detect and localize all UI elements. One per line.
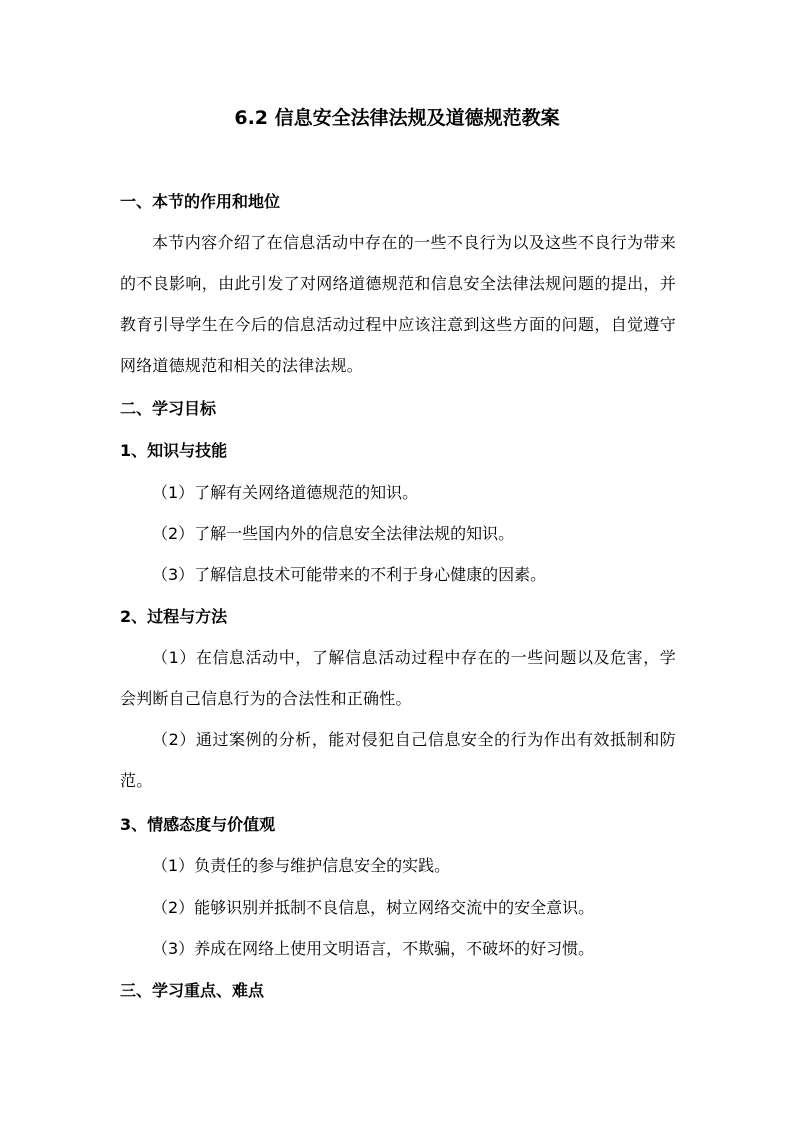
list-item: （2）了解一些国内外的信息安全法律法规的知识。	[152, 524, 515, 543]
list-item: （3）养成在网络上使用文明语言，不欺骗，不破坏的好习惯。	[152, 939, 595, 958]
section-heading-key-points: 三、学习重点、难点	[120, 981, 265, 1000]
section-paragraph-role: 本节内容介绍了在信息活动中存在的一些不良行为以及这些不良行为带来的不良影响，由此引发了对网络道德规范和信息安全法律法规问题的提出，并教育引导学生在今后的信息活动过程中应该注意到这些方面的问题，自觉遵守网络道德规范和相关的法律法规。	[120, 233, 676, 375]
document-title: 6.2 信息安全法律法规及道德规范教案	[234, 107, 560, 129]
section-heading-role: 一、本节的作用和地位	[120, 192, 281, 211]
list-item: （1）负责任的参与维护信息安全的实践。	[152, 856, 451, 875]
list-item: （2）能够识别并抵制不良信息，树立网络交流中的安全意识。	[152, 898, 595, 917]
list-item: （1）了解有关网络道德规范的知识。	[152, 483, 419, 502]
subsection-heading-knowledge: 1、知识与技能	[120, 441, 228, 460]
paragraph-item: （2）通过案例的分析，能对侵犯自己信息安全的行为作出有效抵制和防范。	[120, 730, 676, 790]
list-item: （3）了解信息技术可能带来的不利于身心健康的因素。	[152, 565, 547, 584]
section-heading-objectives: 二、学习目标	[120, 399, 217, 418]
subsection-heading-attitude: 3、情感态度与价值观	[120, 815, 276, 834]
paragraph-item: （1）在信息活动中，了解信息活动过程中存在的一些问题以及危害，学会判断自己信息行为的合法性和正确性。	[120, 648, 676, 708]
subsection-heading-process: 2、过程与方法	[120, 607, 228, 626]
